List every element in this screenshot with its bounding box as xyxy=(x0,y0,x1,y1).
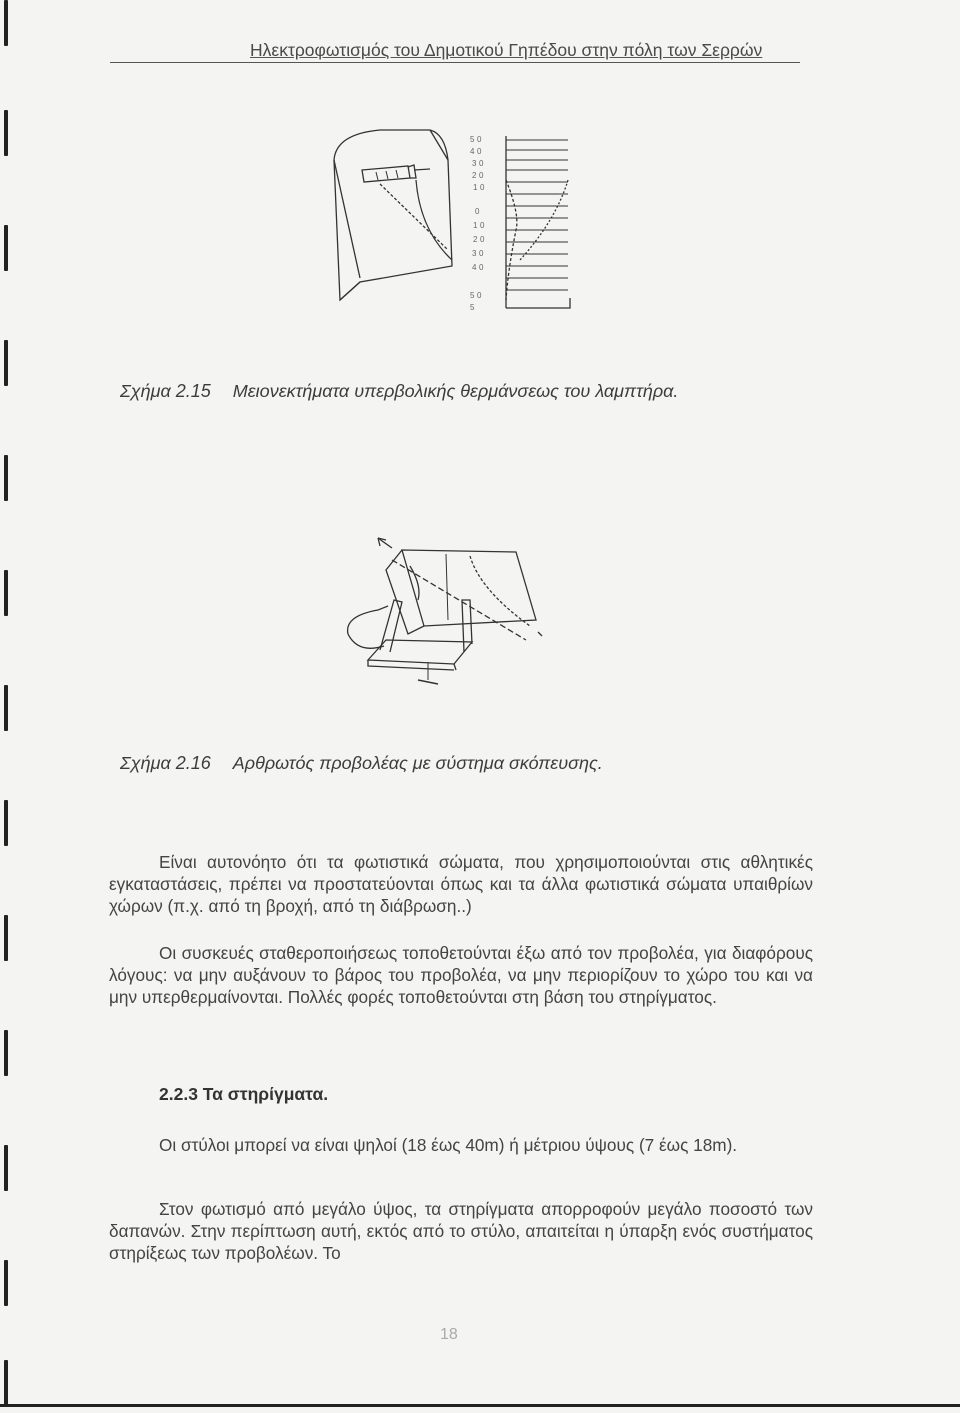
scale-label: 5 xyxy=(470,291,475,300)
paragraph-text: Οι στύλοι μπορεί να είναι ψηλοί (18 έως 40m) ή μέτριου ύψους (7 έως 18m). xyxy=(159,1135,738,1155)
paragraph-2 xyxy=(109,942,813,1008)
caption-text: Αρθρωτός προβολέας με σύστημα σκόπευσης. xyxy=(232,753,603,773)
paragraph-text: Είναι αυτονόητο ότι τα φωτιστικά σώματα, που χρησιμοποιούνται στις αθλητικές εγκαταστάσεις, πρέπει να προστατεύονται όπως και τα άλλα φωτιστικά σώματα υπαιθρίων χώρων (π.χ. από τη βροχή, από τη διάβρωση..) xyxy=(109,852,813,916)
paragraph-text: Στον φωτισμό από μεγάλο ύψος, τα στηρίγματα απορροφούν μεγάλο ποσοστό των δαπανών. Στην περίπτωση αυτή, εκτός από το στύλο, απαιτείται η ύπαρξη ενός συστήματος στηρίξεως των προβολέων. Το xyxy=(109,1199,813,1263)
paragraph-1 xyxy=(109,851,813,917)
scale-label: 0 xyxy=(475,207,480,216)
caption-number: Σχήμα 2.15 xyxy=(120,381,211,401)
caption-text: Μειονεκτήματα υπερβολικής θερμάνσεως του λαμπτήρα. xyxy=(232,381,679,401)
scale-label: 4 xyxy=(472,263,477,272)
caption-number: Σχήμα 2.16 xyxy=(120,753,211,773)
scale-label: 0 xyxy=(480,221,485,230)
section-title: 2.2.3 Τα στηρίγματα. xyxy=(159,1084,329,1104)
figure-2-16-illustration xyxy=(330,530,570,710)
scale-label: 3 xyxy=(472,159,477,168)
scale-label: 5 xyxy=(470,303,475,312)
scale-label: 0 xyxy=(479,263,484,272)
scale-label: 4 xyxy=(470,147,475,156)
scale-label: 0 xyxy=(477,135,482,144)
scale-label: 0 xyxy=(479,249,484,258)
scale-label: 1 xyxy=(473,183,478,192)
scale-label: 0 xyxy=(479,159,484,168)
paragraph-4 xyxy=(109,1198,813,1264)
paragraph-text: Οι συσκευές σταθεροποιήσεως τοποθετούνται έξω από τον προβολέα, για διαφόρους λόγους: να μην αυξάνουν το βάρος του προβολέα, να μην περιορίζουν το χώρο του και να μην υπερθερμαίνονται. Πολλές φορές τοποθετούνται στη βάση του στηρίγματος. xyxy=(109,943,813,1007)
figure-2-15-caption xyxy=(120,381,678,402)
scale-label: 0 xyxy=(479,171,484,180)
scale-label: 2 xyxy=(472,171,477,180)
bottom-rule xyxy=(0,1404,960,1407)
page-header xyxy=(110,40,810,70)
scale-label: 0 xyxy=(480,183,485,192)
binding-marks xyxy=(0,0,14,1413)
scale-label: 0 xyxy=(477,291,482,300)
header-title: Ηλεκτροφωτισμός του Δημοτικού Γηπέδου στην πόλη των Σερρών xyxy=(250,40,763,60)
paragraph-3 xyxy=(109,1134,813,1156)
figure-2-16-caption xyxy=(120,753,603,774)
scale-label: 5 xyxy=(470,135,475,144)
scale-label: 0 xyxy=(477,147,482,156)
page-number: 18 xyxy=(440,1326,458,1343)
scale-label: 1 xyxy=(473,221,478,230)
scale-label: 2 xyxy=(473,235,478,244)
figure-2-15-illustration xyxy=(320,120,580,320)
header-rule xyxy=(110,62,800,63)
scale-label: 0 xyxy=(480,235,485,244)
scale-label: 3 xyxy=(472,249,477,258)
